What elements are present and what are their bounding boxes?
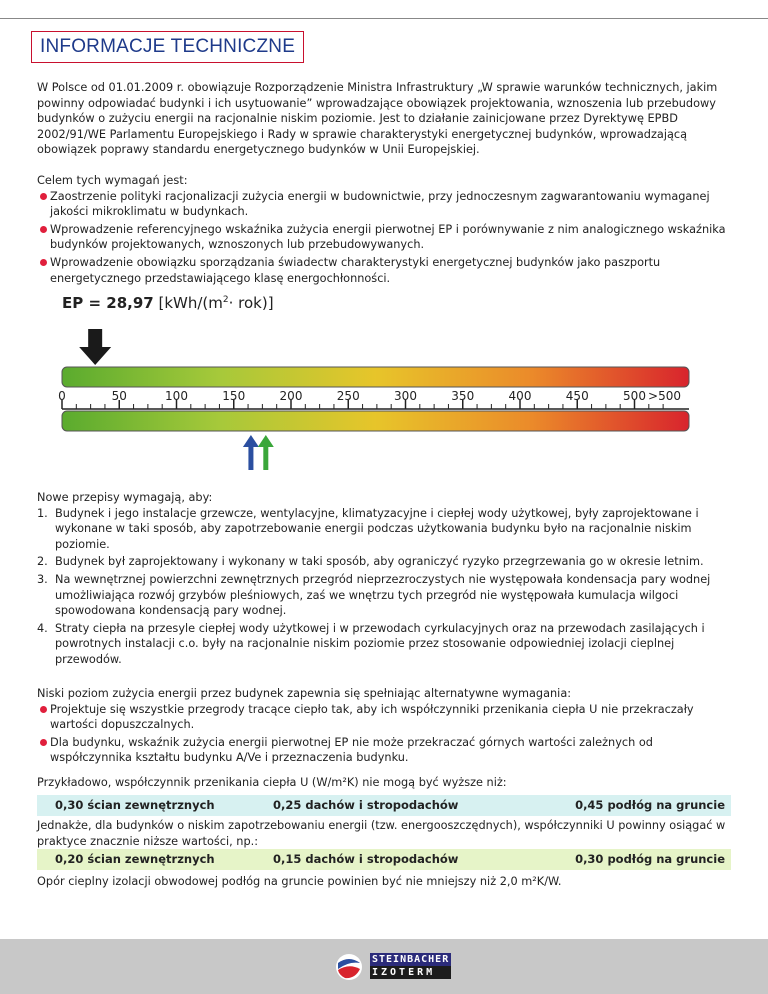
list-item [37, 506, 737, 553]
logo-wordmark [370, 953, 451, 979]
requirements-lead: Nowe przepisy wymagają, aby: [37, 491, 213, 504]
page-title: INFORMACJE TECHNICZNE [31, 31, 304, 63]
item-number: 3. [37, 572, 48, 586]
goals-list [37, 189, 737, 287]
requirements-section [37, 490, 737, 670]
top-rule [0, 18, 768, 19]
list-item [37, 554, 737, 570]
scale-tick-label: 200 [279, 389, 303, 403]
u-lead [37, 775, 737, 791]
item-number: 2. [37, 555, 48, 569]
list-item: Projektuje się wszystkie przegrody tracące ciepło tak, aby ich współczynniki przenikania ciepła U nie przekraczały wartości dopuszczalnych. [37, 702, 737, 733]
ep-value [62, 294, 274, 312]
u-roofs: 0,25 dachów i stropodachów [273, 798, 459, 812]
scale-tick-label: 50 [111, 389, 127, 403]
item-text: Budynek był zaprojektowany i wykonany w taki sposób, aby ograniczyć ryzyko przegrzewania go w okresie letnim. [55, 555, 704, 569]
scale-tick-label: 150 [222, 389, 246, 403]
u-floors: 0,45 podłóg na gruncie [575, 798, 725, 812]
list-item: Wprowadzenie obowiązku sporządzania świadectw charakterystyki energetycznej budynków jako paszportu energetycznego przedstawiającego klasę energochłonności. [37, 255, 737, 286]
ep-marker-arrow [79, 329, 111, 365]
alternatives-lead: Niski poziom zużycia energii przez budynek zapewnia się spełniając alternatywne wymagania: [37, 687, 572, 700]
indicator-arrow-icon [258, 435, 274, 470]
scale-tick-label: 400 [508, 389, 532, 403]
u-floors: 0,30 podłóg na gruncie [575, 852, 725, 866]
ep-unit-pre: [kWh/(m [158, 294, 223, 312]
scale-tick-label: 100 [165, 389, 188, 403]
scale-tick-label: 500 [623, 389, 646, 403]
list-item: Dla budynku, wskaźnik zużycia energii pierwotnej EP nie może przekraczać górnych wartości zależnych od współczynnika kształtu budynku A/Ve i przeznaczenia budynku. [37, 735, 737, 766]
u-values-row-low-energy [37, 849, 731, 870]
intro-paragraph [37, 80, 737, 158]
u-walls: 0,30 ścian zewnętrznych [55, 798, 215, 812]
final-note-text: Opór cieplny izolacji obwodowej podłóg na gruncie powinien być nie mniejszy niż 2,0 m²K/W. [37, 875, 562, 888]
alternatives-section [37, 686, 737, 768]
scale-tick-label: 250 [336, 389, 360, 403]
u-values-row-standard [37, 795, 731, 816]
list-item [37, 621, 737, 668]
item-text: Straty ciepła na przesyle ciepłej wody użytkowej i w przewodach cyrkulacyjnych oraz na przewodach zasilających i powrotnych instalacji c.o. były na racjonalnie niskim poziomie przez stosowanie odpowiedniej izolacji cieplnej przewodów. [55, 621, 705, 666]
scale-tick-label: 0 [58, 389, 66, 403]
goals-lead: Celem tych wymagań jest: [37, 174, 188, 187]
final-note [37, 874, 737, 890]
scale-tick-label: 300 [394, 389, 417, 403]
u-note-text: Jednakże, dla budynków o niskim zapotrzebowaniu energii (tzw. energooszczędnych), współczynniki U powinny osiągać w praktyce znacznie niższe wartości, np.: [37, 819, 726, 848]
requirements-list [37, 506, 737, 668]
scale-tick-label: >500 [648, 389, 681, 403]
u-roofs: 0,15 dachów i stropodachów [273, 852, 459, 866]
indicator-arrow-icon [243, 435, 259, 470]
u-walls: 0,20 ścian zewnętrznych [55, 852, 215, 866]
item-text: Na wewnętrznej powierzchni zewnętrznych przegród nieprzezroczystych nie występowała kondensacja pary wodnej umożliwiająca rozwój grzybów pleśniowych, zaś we wnętrzu tych przegród nie występowała kumulacja wilgoci spowodowana kondensacją pary wodnej. [55, 572, 711, 618]
scale-bar-bottom [62, 411, 689, 431]
item-number: 1. [37, 506, 48, 520]
scale-bar-top [62, 367, 689, 387]
item-text: Budynek i jego instalacje grzewcze, wentylacyjne, klimatyzacyjne i ciepłej wody użytkowej, były zaprojektowane i wykonane w taki sposób, aby zapotrzebowanie energii podczas użytkowania budynku było na racjonalnie niskim poziomie. [55, 506, 699, 551]
ep-unit-sup: 2 [222, 295, 229, 305]
ep-unit-post: · rok)] [228, 294, 274, 312]
intro-text: W Polsce od 01.01.2009 r. obowiązuje Rozporządzenie Ministra Infrastruktury „W sprawie warunków technicznych, jakim powinny odpowiadać budynki i ich usytuowanie” wprowadzające obowiązek projektowania, wznoszenia lub przebudowy budynków o zużyciu energii na racjonalnie niskim poziomie. Jest to działanie zainicjowane przez Dyrektywę EPBD 2002/91/WE Parlamentu Europejskiego i Rady w sprawie charakterystyki energetycznej budynków, wprowadzającą obowiązek poprawy standardu energetycznego budynków w Unii Europejskiej. [37, 81, 718, 157]
logo-line-2: IZOTERM [370, 966, 451, 979]
energy-scale-chart [0, 325, 768, 470]
u-note [37, 818, 737, 849]
scale-tick-label: 350 [451, 389, 475, 403]
ep-label: EP = 28,97 [62, 294, 154, 312]
scale-tick-label: 450 [565, 389, 589, 403]
u-lead-text: Przykładowo, współczynnik przenikania ciepła U (W/m²K) nie mogą być wyższe niż: [37, 776, 507, 789]
item-number: 4. [37, 621, 48, 635]
logo-line-1: STEINBACHER [372, 954, 450, 965]
goals-section [37, 173, 737, 288]
list-item [37, 572, 737, 619]
alternatives-list [37, 702, 737, 766]
list-item: Wprowadzenie referencyjnego wskaźnika zużycia energii pierwotnej EP i porównywanie z nim analogicznego wskaźnika budynków projektowanych, wznoszonych lub przebudowywanych. [37, 222, 737, 253]
list-item: Zaostrzenie polityki racjonalizacji zużycia energii w budownictwie, przy jednoczesnym zagwarantowaniu wymaganej jakości mikroklimatu w budynkach. [37, 189, 737, 220]
